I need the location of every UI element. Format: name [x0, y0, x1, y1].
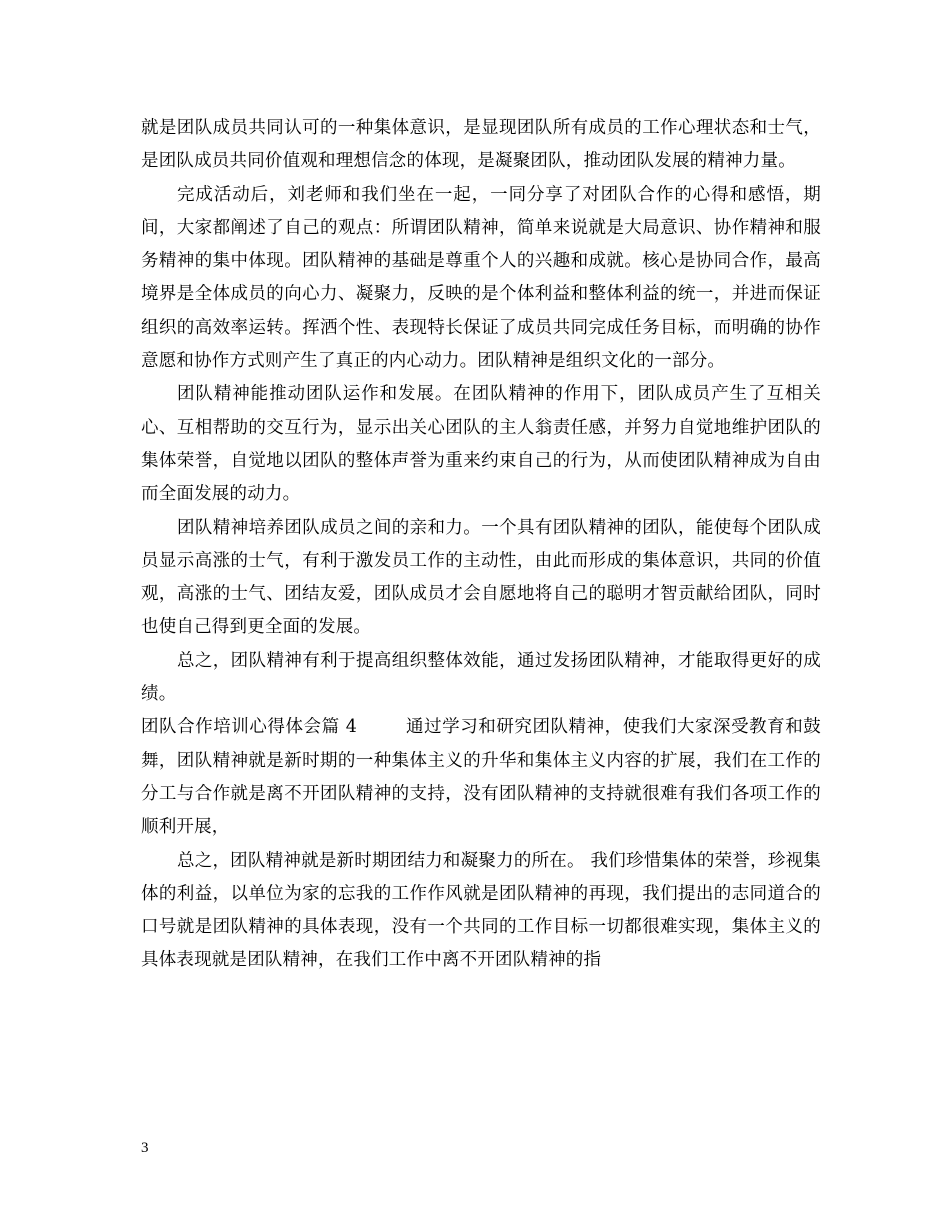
- section-heading: 团队合作培训心得体会篇 4: [141, 717, 358, 738]
- final-paragraph: 总之，团队精神就是新时期团结力和凝聚力的所在。 我们珍惜集体的荣誉，珍视集体的利益，以单位为家的忘我的工作作风就是团队精神的再现，我们提出的志同道合的口号就是团队精神的具体表现，没有一个共同的工作目标一切都很难实现，集体主义的具体表现就是团队精神，在我们工作中离不开团队精神的指: [141, 850, 821, 971]
- heading-spacer: [357, 717, 406, 737]
- page-number: 3: [141, 1140, 149, 1156]
- paragraph-3: 团队精神能推动团队运作和发展。在团队精神的作用下，团队成员产生了互相关心、互相帮助的交互行为，显示出关心团队的主人翁责任感，并努力自觉地维护团队的集体荣誉，自觉地以团队的整体声誉为重来约束自己的行为，从而使团队精神成为自由而全面发展的动力。: [141, 384, 821, 505]
- section-first-text: 通过学习和研究团队精神，使我们大家深受教育和鼓舞，团队精神就是新时期的一种集体主义的升华和集体主义内容的扩展，我们在工作的分工与合作就是离不开团队精神的支持，没有团队精神的支持就很难有我们各项工作的顺利开展，: [141, 717, 821, 838]
- paragraph-4: 团队精神培养团队成员之间的亲和力。一个具有团队精神的团队，能使每个团队成员显示高涨的士气，有利于激发员工作的主动性，由此而形成的集体意识，共同的价值观，高涨的士气、团结友爱，团队成员才会自愿地将自己的聪明才智贡献给团队，同时也使自己得到更全面的发展。: [141, 517, 821, 638]
- paragraph-1: 就是团队成员共同认可的一种集体意识，是显现团队所有成员的工作心理状态和士气，是团队成员共同价值观和理想信念的体现，是凝聚团队，推动团队发展的精神力量。: [141, 118, 821, 172]
- section-paragraph: [141, 711, 821, 844]
- document-body: [141, 112, 821, 978]
- paragraph-2: 完成活动后，刘老师和我们坐在一起，一同分享了对团队合作的心得和感悟，期间，大家都阐述了自己的观点：所谓团队精神，简单来说就是大局意识、协作精神和服务精神的集中体现。团队精神的基础是尊重个人的兴趣和成就。核心是协同合作，最高境界是全体成员的向心力、凝聚力，反映的是个体利益和整体利益的统一，并进而保证组织的高效率运转。挥洒个性、表现特长保证了成员共同完成任务目标，而明确的协作意愿和协作方式则产生了真正的内心动力。团队精神是组织文化的一部分。: [141, 184, 821, 372]
- paragraph-5: 总之，团队精神有利于提高组织整体效能，通过发扬团队精神，才能取得更好的成绩。: [141, 650, 821, 705]
